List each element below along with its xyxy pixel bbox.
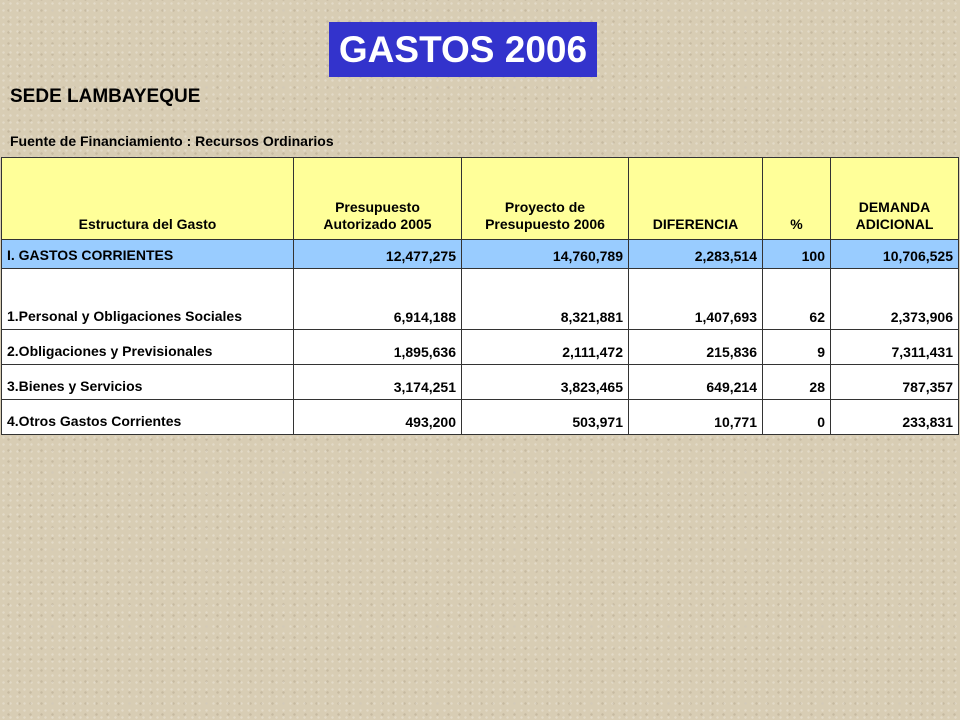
row-label: I. GASTOS CORRIENTES [2,240,294,269]
funding-source: Fuente de Financiamiento : Recursos Ordinarios [10,133,334,149]
cell-presupuesto-2005: 6,914,188 [294,269,462,330]
cell-presupuesto-2005: 3,174,251 [294,365,462,400]
cell-demanda: 233,831 [831,400,959,435]
header-estructura: Estructura del Gasto [2,158,294,240]
header-proyecto-2006: Proyecto de Presupuesto 2006 [462,158,629,240]
cell-diferencia: 649,214 [629,365,763,400]
table-row [2,365,959,400]
cell-proyecto-2006: 3,823,465 [462,365,629,400]
row-label: 1.Personal y Obligaciones Sociales [2,269,294,330]
cell-porcentaje: 0 [763,400,831,435]
cell-proyecto-2006: 8,321,881 [462,269,629,330]
header-porcentaje: % [763,158,831,240]
cell-proyecto-2006: 503,971 [462,400,629,435]
row-label: 4.Otros Gastos Corrientes [2,400,294,435]
cell-porcentaje: 9 [763,330,831,365]
cell-diferencia: 2,283,514 [629,240,763,269]
header-diferencia: DIFERENCIA [629,158,763,240]
row-label: 3.Bienes y Servicios [2,365,294,400]
sede-heading: SEDE LAMBAYEQUE [10,86,201,107]
table-row [2,269,959,330]
header-presupuesto-2005: Presupuesto Autorizado 2005 [294,158,462,240]
cell-proyecto-2006: 14,760,789 [462,240,629,269]
cell-porcentaje: 100 [763,240,831,269]
table-header-row [2,158,959,240]
cell-demanda: 10,706,525 [831,240,959,269]
cell-diferencia: 215,836 [629,330,763,365]
cell-presupuesto-2005: 12,477,275 [294,240,462,269]
row-label: 2.Obligaciones y Previsionales [2,330,294,365]
cell-proyecto-2006: 2,111,472 [462,330,629,365]
cell-demanda: 7,311,431 [831,330,959,365]
table-row [2,400,959,435]
cell-presupuesto-2005: 493,200 [294,400,462,435]
cell-porcentaje: 62 [763,269,831,330]
table-row [2,240,959,269]
cell-presupuesto-2005: 1,895,636 [294,330,462,365]
page-title: GASTOS 2006 [329,22,597,77]
cell-diferencia: 1,407,693 [629,269,763,330]
expenses-table [1,157,959,435]
header-demanda: DEMANDA ADICIONAL [831,158,959,240]
cell-diferencia: 10,771 [629,400,763,435]
cell-demanda: 2,373,906 [831,269,959,330]
table-row [2,330,959,365]
cell-porcentaje: 28 [763,365,831,400]
cell-demanda: 787,357 [831,365,959,400]
